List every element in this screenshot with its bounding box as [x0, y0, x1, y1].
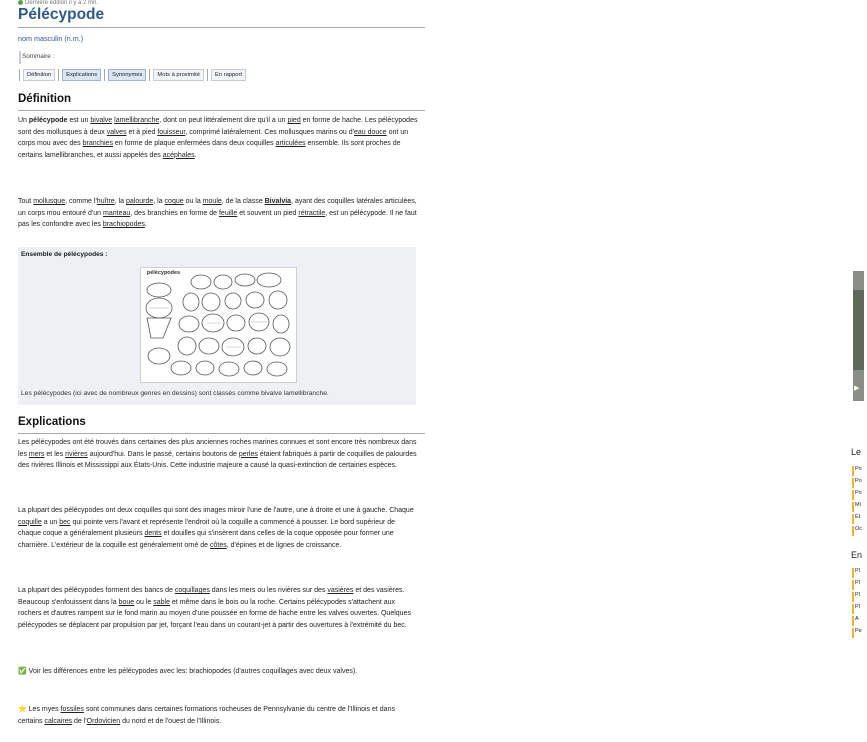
- inline-link[interactable]: manteau: [103, 209, 131, 217]
- inline-link[interactable]: vasières: [327, 587, 354, 594]
- inline-link[interactable]: fouisseur: [157, 128, 186, 136]
- sidebar-video-frame: [853, 290, 864, 370]
- text-run: ✅ Voir les différences entre les pélécypodes avec les: brachiopodes (d'autres coquillages avec deux valves).: [18, 668, 358, 675]
- text-run: , ayant des coquilles latérales articulées, un corps mou entouré d'un: [18, 198, 417, 217]
- toc-separator: [58, 69, 59, 81]
- text-run: , comme l': [65, 198, 97, 205]
- text-run: pélécypode: [28, 117, 68, 124]
- toc-item-explications[interactable]: Explications: [62, 69, 101, 81]
- definition-divider: [18, 110, 425, 111]
- inline-link[interactable]: branchies: [82, 140, 113, 148]
- text-run: et souvent un pied: [237, 209, 299, 217]
- text-run: qui pointe vers l'avant et représente l'endroit où la coquille a commencé à pousser. Le bord supérieur de chaque coque a généralement plusieurs: [18, 518, 396, 538]
- toc-separator: [19, 69, 20, 81]
- sidebar-link[interactable]: Po: [852, 466, 867, 476]
- text-run: dans les mers ou les rivières sur des: [209, 587, 328, 594]
- inline-link[interactable]: coquille: [18, 518, 42, 526]
- inline-link[interactable]: Bivalvia: [264, 198, 292, 205]
- inline-link[interactable]: brachiopodes: [102, 221, 145, 229]
- part-of-speech[interactable]: nom masculin (n.m.): [18, 34, 84, 43]
- inline-link[interactable]: huître: [96, 198, 115, 205]
- toc-bar: [19, 51, 21, 64]
- inline-link[interactable]: rivières: [65, 450, 88, 458]
- sidebar-link[interactable]: Po: [852, 490, 867, 500]
- text-run: a un: [41, 518, 60, 526]
- inline-link[interactable]: Ordovicien: [86, 717, 121, 725]
- toc-separator: [104, 69, 105, 81]
- inline-link[interactable]: acéphales: [162, 151, 195, 159]
- text-run: , dont on peut littéralement dire qu'il a un: [159, 117, 288, 124]
- explications-paragraph-4: [18, 666, 418, 678]
- toc-item-definition[interactable]: Définition: [23, 69, 55, 81]
- text-run: et à pied: [126, 128, 158, 136]
- illustration-label: pélécypodes: [146, 270, 181, 276]
- toc: [19, 69, 246, 81]
- toc-item-synonymes[interactable]: Synonymes: [108, 69, 146, 81]
- inline-link[interactable]: fossiles: [60, 706, 84, 713]
- inline-link[interactable]: mollusque: [33, 198, 66, 205]
- right-sidebar: [425, 0, 863, 742]
- explications-paragraph-5: [18, 704, 418, 727]
- text-run: du nord et de l'ouest de l'Illinois.: [120, 717, 222, 725]
- text-run: , de la classe: [221, 198, 265, 205]
- text-run: ont un corps mou avec des: [18, 128, 409, 148]
- sidebar-link[interactable]: Pl: [852, 592, 867, 602]
- explications-divider: [18, 433, 425, 434]
- shells-drawing: [141, 268, 296, 382]
- text-run: et les: [44, 450, 66, 458]
- figure-caption: Les pélécypodes (ici avec de nombreux genres en dessins) sont classés comme bivalve lamellibranche.: [21, 390, 329, 397]
- toc-item-en-rapport[interactable]: En rapport: [211, 69, 246, 81]
- text-run: ou la: [183, 198, 203, 205]
- sidebar-link[interactable]: Pl: [852, 604, 867, 614]
- text-run: , d'épines et de lignes de croissance.: [226, 541, 342, 549]
- figure-title: Ensemble de pélécypodes :: [21, 251, 108, 258]
- play-icon[interactable]: ▶: [854, 385, 860, 392]
- toc-separator: [149, 69, 150, 81]
- sidebar-link[interactable]: Po: [852, 478, 867, 488]
- definition-paragraph-1: [18, 115, 418, 161]
- text-run: .: [144, 221, 147, 229]
- edit-status-text: Dernière édition il y a 2 mn.: [25, 0, 99, 7]
- definition-heading: Définition: [18, 93, 72, 105]
- inline-link[interactable]: pied: [287, 117, 301, 124]
- sidebar-link[interactable]: Pl: [852, 580, 867, 590]
- definition-paragraph-2: [18, 196, 418, 231]
- text-run: , est un pélécypode. Il ne faut pas les confondre avec les: [18, 209, 417, 229]
- sidebar-link[interactable]: Pl: [852, 568, 867, 578]
- inline-link[interactable]: rétractile: [298, 209, 326, 217]
- text-run: et douilles qui s'insèrent dans celles de la coque opposée pour former une charnière. L'extérieur de la coquille est généralement orné de: [18, 530, 394, 549]
- text-run: , comprimé latéralement. Ces mollusques marins ou d': [185, 128, 354, 136]
- text-run: La plupart des pélécypodes forment des bancs de: [18, 587, 175, 594]
- inline-link[interactable]: sable: [153, 598, 170, 606]
- title-divider: [18, 27, 425, 28]
- pelecypodes-illustration[interactable]: [140, 267, 297, 383]
- toc-separator: [207, 69, 208, 81]
- sidebar-link[interactable]: Oc: [852, 526, 867, 536]
- inline-link[interactable]: valves: [106, 128, 127, 136]
- explications-paragraph-2: [18, 505, 418, 551]
- toc-label: Sommaire :: [22, 53, 55, 60]
- text-run: est un: [67, 117, 91, 124]
- text-run: ⭐ Les myes: [18, 706, 61, 713]
- inline-link[interactable]: coquillages: [174, 587, 210, 594]
- sidebar-heading-1: Le: [851, 447, 862, 457]
- text-run: ensemble. Ils sont proches de certains lamellibranches, et aussi appelés des: [18, 140, 401, 159]
- toc-item-mots-a-proximite[interactable]: Mots à proximité: [153, 69, 204, 81]
- explications-paragraph-1: [18, 437, 418, 472]
- page-title: Pélécypode: [18, 6, 105, 23]
- text-run: Tout: [18, 198, 34, 205]
- text-run: étaient fabriqués à partir de coquilles de palourdes des rivières Illinois et Mississippi aux États-Unis. Cette industrie majeure a causé la quasi-extinction de certaines espèces.: [18, 450, 417, 470]
- inline-link[interactable]: boue: [118, 598, 135, 606]
- inline-link[interactable]: feuille: [218, 209, 238, 217]
- text-run: aujourd'hui. Dans le passé, certains boutons de: [87, 450, 239, 458]
- sidebar-heading-2: En: [851, 550, 863, 560]
- text-run: , la: [153, 198, 165, 205]
- inline-link[interactable]: perles: [238, 450, 258, 458]
- text-run: , la: [114, 198, 126, 205]
- inline-link[interactable]: lamellibranche: [114, 117, 160, 124]
- article: [0, 0, 425, 742]
- inline-link[interactable]: dents: [144, 530, 162, 538]
- text-run: en forme de plaque enfermées dans deux coquilles: [112, 140, 276, 148]
- inline-link[interactable]: mers: [28, 450, 45, 458]
- inline-link[interactable]: calcaires: [44, 717, 73, 725]
- inline-link[interactable]: eau douce: [354, 128, 387, 136]
- text-run: , des branchies en forme de: [130, 209, 219, 217]
- text-run: et même dans le bois ou la roche. Certains pélécypodes s'attachent aux rochers et d'autres rampent sur le fond marin au moyen d'une poussée en forme de hache entre les valves ouvertes. Quelques pélécypodes se déplacent par propulsion par jet, forçant l'eau dans un courant-jet à partir des ouvertures à l'extrémité du bec.: [18, 598, 411, 629]
- text-run: Les pélécypodes ont été trouvés dans certaines des plus anciennes roches marines connues et sont encore très nombreux dans les: [18, 439, 417, 458]
- text-run: La plupart des pélécypodes ont deux coquilles qui sont des images miroir l'une de l'autre, une à droite et une à gauche. Chaque: [18, 507, 414, 514]
- inline-link[interactable]: moule: [202, 198, 222, 205]
- sidebar-link[interactable]: Ét: [852, 514, 867, 524]
- text-run: Un: [18, 117, 29, 124]
- inline-link[interactable]: bec: [59, 518, 71, 526]
- sidebar-link[interactable]: A: [852, 616, 867, 626]
- text-run: .: [194, 151, 197, 159]
- inline-link[interactable]: côtes: [210, 541, 227, 549]
- sidebar-link[interactable]: Pe: [852, 628, 867, 638]
- text-run: ou le: [134, 598, 154, 606]
- status-dot-icon: [18, 0, 23, 5]
- sidebar-link[interactable]: Mi: [852, 502, 867, 512]
- inline-link[interactable]: coque: [164, 198, 184, 205]
- inline-link[interactable]: bivalve: [90, 117, 113, 124]
- text-run: et des vasières. Beaucoup s'enfouissent dans la: [18, 587, 405, 606]
- inline-link[interactable]: palourde: [126, 198, 154, 205]
- text-run: sont communes dans certaines formations rocheuses de Pennsylvanie du centre de l'Illinois et dans certains: [18, 706, 395, 725]
- text-run: de l': [72, 717, 87, 725]
- text-run: en forme de hache. Les pélécypodes sont des mollusques à deux: [18, 117, 418, 136]
- explications-heading: Explications: [18, 416, 86, 428]
- explications-paragraph-3: [18, 585, 418, 631]
- inline-link[interactable]: articulées: [275, 140, 306, 148]
